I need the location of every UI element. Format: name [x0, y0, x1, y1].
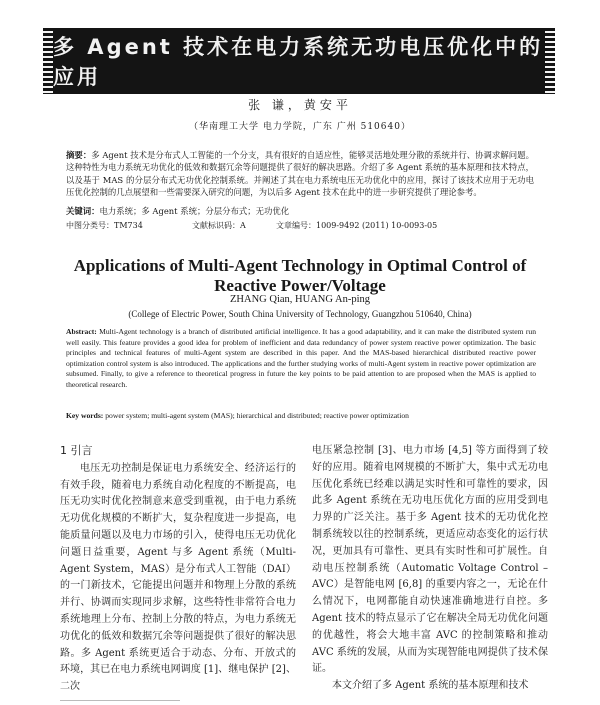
chinese-title: 多 Agent 技术在电力系统无功电压优化中的应用: [53, 35, 544, 89]
chinese-keywords-label: 关键词：: [66, 206, 100, 216]
title-banner: [53, 28, 545, 94]
chinese-affiliation: （华南理工大学 电力学院，广东 广州 510640）: [189, 122, 411, 132]
intro-paragraph: 电压无功控制是保证电力系统安全、经济运行的有效手段，随着电力系统自动化程度的不断提高，电压无功实时优化控制意来意受到重视，由于电力系统无功优化规模的不断扩大，复杂程度进一步提高，电能质量问题以及电力市场的引入，使得电压无功优化问题日益重要，Agent 与多 Agent 系统（Multi-Agent System，MAS）是分布式人工智能（DAI）的一门新技术，它能提出问题并和物理上分散的系统并行、协调而实现同步求解，这些特性非常符合电力系统地理上分布、控制上分散的特点，为电力系统无功优化的低效和数据冗余等问题提供了很好的解决思路。多 Agent 系统更适合于动态、分布、开放式的环境，其已在电力系统电网调度 [1]、继电保护 [2]、二次: [60, 462, 296, 693]
body-right-column: [312, 443, 548, 695]
section-heading: 1 引言: [60, 444, 93, 457]
chinese-keywords-text: 电力系统；多 Agent 系统；分层分布式；无功优化: [99, 206, 290, 216]
chinese-abstract-text: 多 Agent 技术是分布式人工智能的一个分支，具有很好的自适应性，能够灵活地处理分散的系统并行、协调求解问题。这种特性为电力系统无功优化的低效和数据冗余等问题提供了很好的解决思路。介绍了多 Agent 系统的基本原理和技术特点，以及基于 MAS 的分层分布式无功优化控制系统。并阐述了其在电力系统电压无功优化中的应用，探讨了该技术应用于无功电压优化控制的几点展望和一些需要深入研究的问题，为以后多 Agent 技术在此中的进一步研究提供了理论参考。: [66, 150, 535, 198]
english-title: Applications of Multi-Agent Technology in Optimal Control of Reactive Power/Voltage: [73, 256, 527, 295]
banner-left-strip: [43, 28, 53, 94]
english-abstract-text: Multi-Agent technology is a branch of distributed artificial intelligence. It has a good adaptability, and it can make the distributed system run well easily. This feature provides a good idea for problem of inefficient and data redundancy of power system reactive power optimization. The basic principles and technical features of multi-Agent system are described in this paper. And the MAS-based hierarchical distributed reactive power optimization control system is also introduced. The applications and the further studying works of multi-Agent system in reactive power optimization are subsumed. Finally, to give a reference to theoretical progress in future the key points to be paid attention to are proposed when the MAS is applied to theoretical research.: [66, 327, 536, 389]
english-affiliation: (College of Electric Power, South China University of Technology, Guangzhou 510640, China): [128, 309, 472, 319]
english-authors: ZHANG Qian, HUANG An-ping: [230, 294, 370, 305]
clc-number: 中图分类号：TM734: [66, 221, 143, 230]
chinese-abstract: [66, 149, 534, 199]
banner-right-strip: [545, 28, 555, 94]
english-keywords-text: power system; multi-agent system (MAS); hierarchical and distributed; reactive power optimization: [103, 411, 409, 420]
english-abstract-label: Abstract:: [66, 327, 97, 336]
chinese-authors: 张 谦，黄安平: [248, 98, 352, 112]
chinese-abstract-label: 摘要：: [66, 150, 92, 160]
body-left-column: [60, 443, 296, 696]
classification-line: [66, 220, 534, 231]
document-code: 文献标识码：A: [192, 221, 246, 230]
chinese-keywords: [66, 205, 534, 217]
intro-paragraph-2: 本文介绍了多 Agent 系统的基本原理和技术: [332, 680, 529, 692]
english-keywords-label: Key words:: [66, 411, 104, 420]
article-number: 文章编号：1009-9492 (2011) 10-0093-05: [276, 221, 438, 230]
footnote-rule: [60, 700, 180, 701]
english-keywords: [66, 411, 536, 420]
english-abstract: [66, 327, 536, 391]
intro-paragraph-continued: 电压紧急控制 [3]、电力市场 [4,5] 等方面得到了较好的应用。随着电网规模的不断扩大，集中式无功电压优化系统已经难以满足实时性和可靠性的要求，因此多 Agent 系统在无功电压优化方面的应用受到电力界的广泛关注。基于多 Agent 技术的无功优化控制系统较以往的控制系统，更适应动态变化的运行状况，更加具有可靠性、更具有实时性和可扩展性。自动电压控制系统（Automatic Voltage Control –AVC）是智能电网 [6,8] 的重要内容之一，无论在什么情况下，电网都能自动快速准确地进行自控。多 Agent 技术的特点显示了它在解决全局无功优化问题的优越性，将会大地丰富 AVC 的控制策略和推动 AVC 系统的发展，从而为实现智能电网提供了技术保证。: [312, 445, 548, 675]
